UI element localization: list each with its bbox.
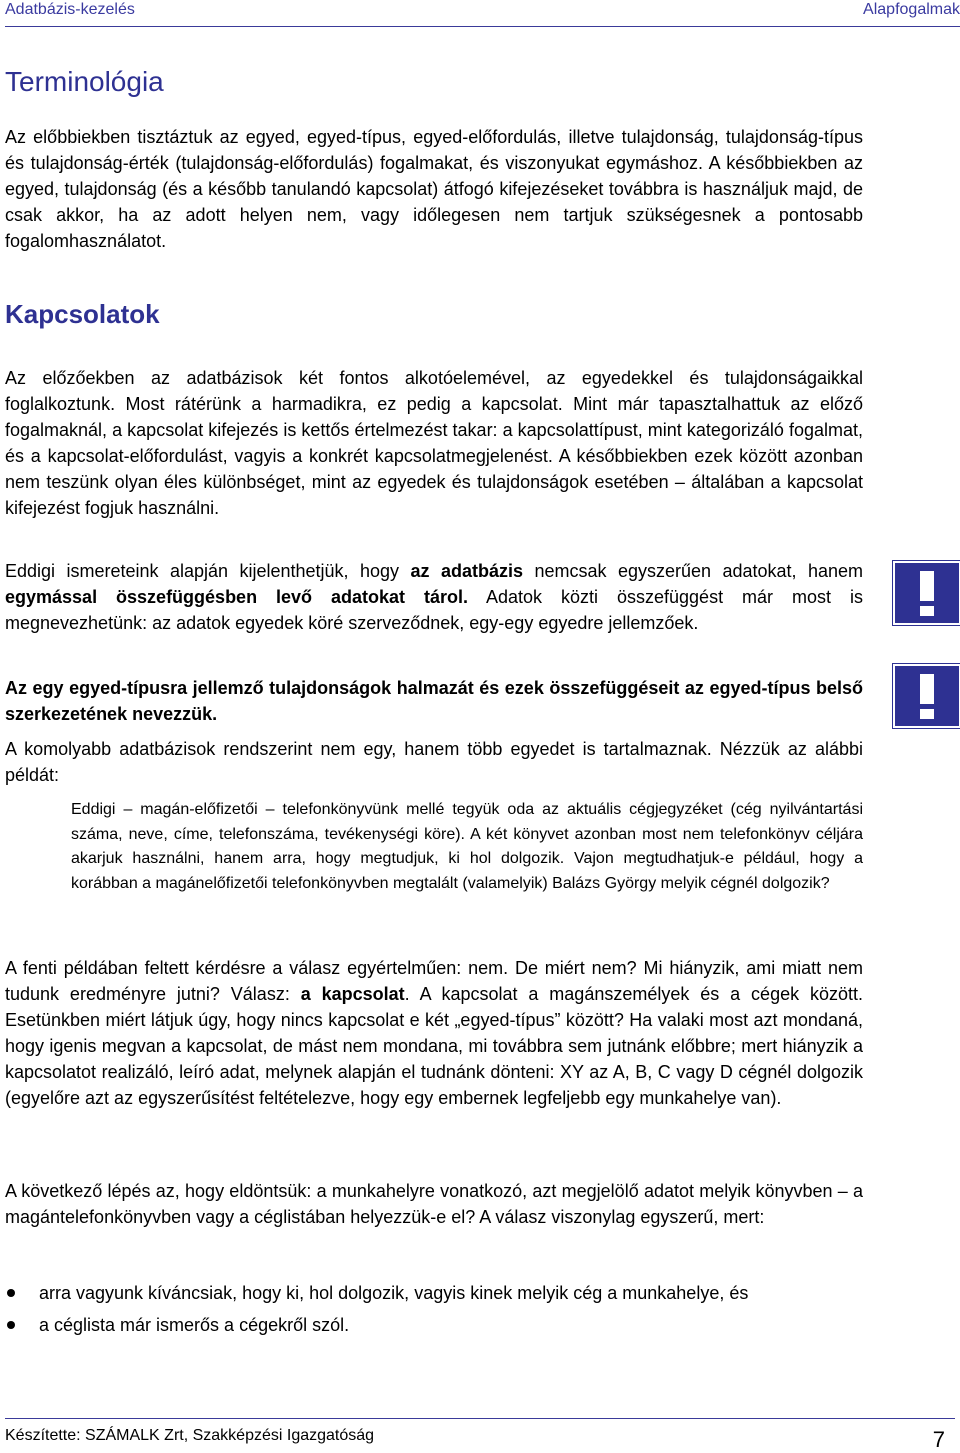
section-title-terminology: Terminológia xyxy=(5,66,164,97)
paragraph-next-step: A következő lépés az, hogy eldöntsük: a munkahelyre vonatkozó, azt megjelölő adatot melyik könyvben – a magántelefonkönyvben vagy a céglistában helyezzük-e el? A válasz viszonylag egyszerű, mert: xyxy=(5,1181,863,1227)
page-header xyxy=(5,0,960,27)
bullet-list xyxy=(5,1280,863,1344)
header-course-title: Adatbázis-kezelés xyxy=(5,1,135,18)
footer-credit: Készítette: SZÁMALK Zrt, Szakképzési Igazgatóság xyxy=(5,1427,375,1444)
paragraph-answer: A fenti példában feltett kérdésre a válasz egyértelműen: nem. De miért nem? Mi hiányzik, ami miatt nem tudunk eredményre jutni? Válasz: a kapcsolat. A kapcsolat a magánszemélyek és a cégek között. Esetünkben miért látjuk úgy, hogy nincs kapcsolat e két „egyed-típus” között? Ha valaki most azt mondaná, hogy igenis megvan a kapcsolat, de mást nem mondana, mi továbbra sem jutnánk előbbre; mert hiányzik a kapcsolatot realizáló, leíró adat, melynek alapján el tudnánk dönteni: XY az A, B, C vagy D cégnél dolgozik (egyelőre azt az egyszerűsítést feltételezve, hogy egy embernek legfeljebb egy munkahelye van). xyxy=(5,958,864,1108)
paragraph-relationships: Az előzőekben az adatbázisok két fontos alkotóelemével, az egyedekkel és tulajdonságaikkal foglalkoztunk. Most rátérünk a harmadikra, ez pedig a kapcsolat. Mint már tapasztalhattuk az előző fogalmaknál, a kapcsolat kifejezés is kettős értelmezést takar: a kapcsolattípust, mint kategorizáló fogalmat, és a kapcsolat-előfordulást, vagyis a konkrét kapcsolatmegjelenést. A későbbiekben ezek között azonban nem teszünk olyan éles különbséget, mint az egyedek és tulajdonságok esetében – általában a kapcsolat kifejezést fogjuk használni. xyxy=(5,368,863,518)
exclamation-icon xyxy=(893,561,960,625)
paragraph-database-definition: Eddigi ismereteink alapján kijelenthetjük, hogy az adatbázis nemcsak egyszerűen adatokat, hanem egymással összefüggésben levő adatokat tárol. Adatok közti összefüggést már most is megnevezhetünk: az adatok egyedek köré szerveződnek, egy-egy egyedre jellemzőek. xyxy=(5,561,864,633)
emphasis-related-data: egymással összefüggésben levő adatokat tárol. xyxy=(5,587,469,607)
emphasis-database: az adatbázis xyxy=(410,561,523,581)
example-quote: Eddigi – magán-előfizetői – telefonkönyvünk mellé tegyük oda az aktuális cégjegyzéket (cég nyilvántartási száma, neve, címe, telefonszáma, tevékenységi köre). A két könyvet azonban most nem telefonkönyv céljára akarjuk használni, hanem arra, hogy megtudjuk, ki hol dolgozik. Vajon megtudhatjuk-e például, hogy a korábban a magánelőfizetői telefonkönyvben megtalált (valamelyik) Balázs György melyik cégnél dolgozik? xyxy=(71,801,863,892)
list-item: a céglista már ismerős a cégekről szól. xyxy=(5,1312,863,1338)
header-chapter-title: Alapfogalmak xyxy=(863,1,960,18)
list-item: arra vagyunk kíváncsiak, hogy ki, hol dolgozik, vagyis kinek melyik cég a munkahelye, és xyxy=(5,1280,863,1306)
exclamation-icon xyxy=(893,664,960,728)
section-title-relationships: Kapcsolatok xyxy=(5,299,160,329)
paragraph-intro: Az előbbiekben tisztáztuk az egyed, egyed-típus, egyed-előfordulás, illetve tulajdonság, tulajdonság-típus és tulajdonság-érték (tulajdonság-előfordulás) fogalmakat, és viszonyukat egymáshoz. A későbbiekben az egyed, tulajdonság (és a később tanulandó kapcsolat) átfogó kifejezéseket továbbra is használjuk majd, de csak akkor, ha az adott helyen nem, vagy időlegesen nem tartjuk szükségesnek a pontosabb fogalomhasználatot. xyxy=(5,127,863,251)
page-number: 7 xyxy=(932,1427,945,1452)
paragraph-internal-structure-definition: Az egy egyed-típusra jellemző tulajdonságok halmazát és ezek összefüggéseit az egyed-típus belső szerkezetének nevezzük. xyxy=(5,678,863,724)
page-footer xyxy=(5,1418,955,1452)
emphasis-relationship: a kapcsolat xyxy=(300,984,405,1004)
bullet-icon xyxy=(7,1321,15,1329)
bullet-icon xyxy=(7,1289,15,1297)
paragraph-multiple-entities: A komolyabb adatbázisok rendszerint nem egy, hanem több egyedet is tartalmaznak. Nézzük az alábbi példát: xyxy=(5,739,863,785)
